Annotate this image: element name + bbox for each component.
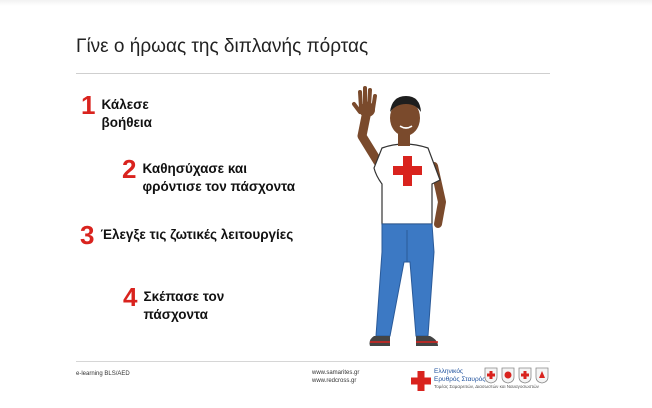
step-text	[142, 156, 295, 196]
website-link[interactable]: www.samarites.gr	[312, 370, 360, 376]
step-number: 1	[81, 90, 96, 120]
org-division: Τομέας Σαμαρειτών, Διασωστών και Ναυαγοσωστών	[434, 384, 539, 389]
step-text-line: πάσχοντα	[143, 307, 208, 322]
slide-title: Γίνε ο ήρωας της διπλανής πόρτας	[76, 36, 369, 57]
course-label: e-learning BLS/AED	[76, 371, 130, 377]
org-name-line: Ελληνικός	[434, 368, 464, 375]
step-text	[100, 222, 293, 244]
step-text-line: Καθησύχασε και	[142, 161, 247, 176]
step-text	[143, 284, 224, 324]
footer-divider	[76, 361, 550, 362]
step-2	[122, 156, 295, 196]
top-edge	[0, 0, 652, 6]
step-text-line: Έλεγξε τις ζωτικές λειτουργίες	[100, 227, 294, 242]
step-text-line: βοήθεια	[101, 115, 152, 130]
step-text	[101, 92, 152, 132]
step-number: 4	[123, 282, 138, 312]
step-number: 2	[122, 154, 137, 184]
waving-man-illustration	[348, 84, 458, 354]
emblem-badge-icon	[535, 367, 549, 384]
step-text-line: Κάλεσε	[101, 97, 149, 112]
emblem-badge-icon	[501, 367, 515, 384]
step-3	[80, 222, 293, 248]
emblem-badge-icon	[484, 367, 498, 384]
step-number: 3	[80, 220, 95, 250]
website-link[interactable]: www.redcross.gr	[312, 378, 357, 384]
red-cross-logo-icon	[410, 370, 432, 392]
step-1	[81, 92, 152, 132]
org-name-line: Ερυθρός Σταυρός	[434, 375, 486, 383]
title-divider	[76, 73, 550, 74]
step-text-line: Σκέπασε τον	[143, 289, 225, 304]
emblem-badge-icon	[518, 367, 532, 384]
website-links	[312, 369, 359, 385]
step-text-line: φρόντισε τον πάσχοντα	[142, 179, 296, 194]
emblem-badges	[484, 367, 549, 384]
step-4	[123, 284, 224, 324]
